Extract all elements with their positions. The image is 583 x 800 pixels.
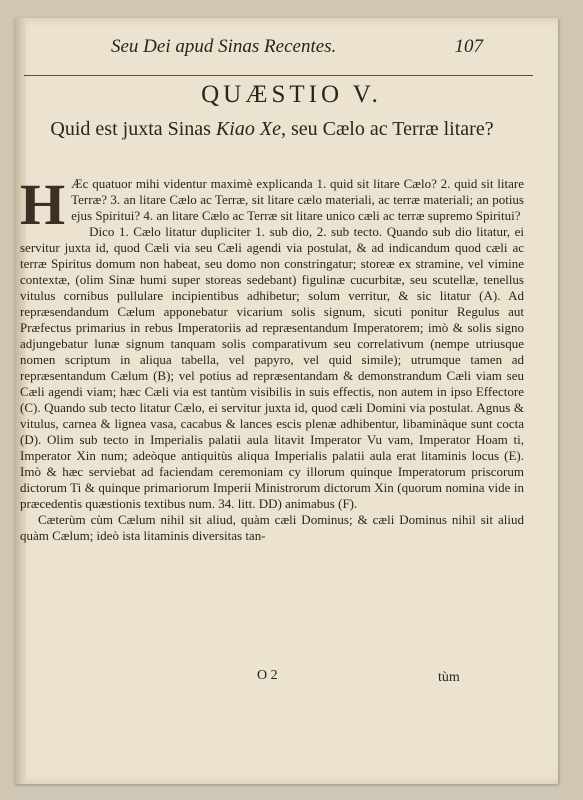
catchword: tùm bbox=[438, 670, 460, 685]
section-title: QUÆSTIO V. bbox=[201, 81, 382, 108]
paragraph-2: Dico 1. Cælo litatur dupliciter 1. sub dio, 2. sub tecto. Quando sub dio litatur, ei servitur juxta id, quod Cæli via seu Cæli agendi via postulat, & ad indicandum quod cæli ac terræ Spiritus domum non habeat, seu domo non constringatur; storeæ ex stramine, vel vimine contextæ, (olim Sinæ humi super storeas sedebant) figulinæ cucurbitæ, seu scutellæ, tenellus vitulus cornibus pullulare incipientibus adhibetur; solum verritur, & sic litatur (A). Ad repræsendandum Cælum apponebatur vicarium solis signum, sicuti ponitur Regulus aut Præfectus primarius in rebus Imperatoriis ad repræsentandum Imperatorem; imò & solis signo adjungebatur lunæ signum tanquam solis comparativum seu correlativum (nempe utriusque nomen scriptum in aliqua tabella, vel papyro, vel quid simile); utrumque tamen ad repræsentandum Cælum (B); vel potius ad repræsentandam & demonstrandum Cæli viam seu Cæli agendi viam; hæc Cæli via est tantùm visibilis in suis effectis, non autem in ipso Effectore (C). Quando sub tecto litatur Cælo, ei servitur juxta id, quod cæli Domini via postulat. Agnus & vitulus, carnea & lignea vasa, cacabus & lances escis plenæ adhibentur, libaminàque sunt cocta (D). Olim sub tecto in Imperialis palatii aula litavit Imperator Vu vam, Imperator Hoam ti, Imperator Xin num; adeòque antiquitùs aliqua Imperialis palatii aula erat litaminis locus (E). Imò & hæc serviebat ad faciendam ceremoniam cy illorum quinque Imperatorum priscorum dictorum Ti & quinque primariorum Imperii Ministrorum dictorum Xin (quorum nomina vide in præcedentis quæstionis textibus num. 34. litt. DD) animabus (F). bbox=[20, 224, 524, 511]
question-italic-term: Kiao Xe bbox=[215, 118, 281, 140]
paragraph-1 bbox=[20, 172, 524, 237]
drop-cap: H bbox=[20, 172, 66, 237]
paragraph-1-text: Æc quatuor mihi videntur maximè explicanda 1. quid sit litare Cælo? 2. quid sit litare Terræ? 3. an litare Cælo ac Terræ, sit litare cælo materiali, ac terræ materiali; an potius ejus Spiritui? 4. an litare Cælo ac Terræ sit litare unico cæli ac terræ supremo Spiritui? bbox=[71, 176, 524, 223]
header-rule bbox=[24, 75, 533, 76]
running-title: Seu Dei apud Sinas Recentes. bbox=[111, 36, 337, 57]
question-heading bbox=[20, 117, 524, 142]
paragraph-3: Cæterùm cùm Cælum nihil sit aliud, quàm cæli Dominus; & cæli Dominus nihil sit aliud quàm Cælum; ideò ista litaminis diversitas tan- bbox=[20, 512, 524, 543]
page-number: 107 bbox=[454, 36, 483, 57]
body-text bbox=[20, 172, 524, 544]
question-part-1: Quid est juxta Sinas bbox=[50, 118, 216, 140]
signature-mark: O 2 bbox=[257, 668, 278, 683]
question-part-2: , seu Cælo ac Terræ litare? bbox=[280, 118, 494, 140]
